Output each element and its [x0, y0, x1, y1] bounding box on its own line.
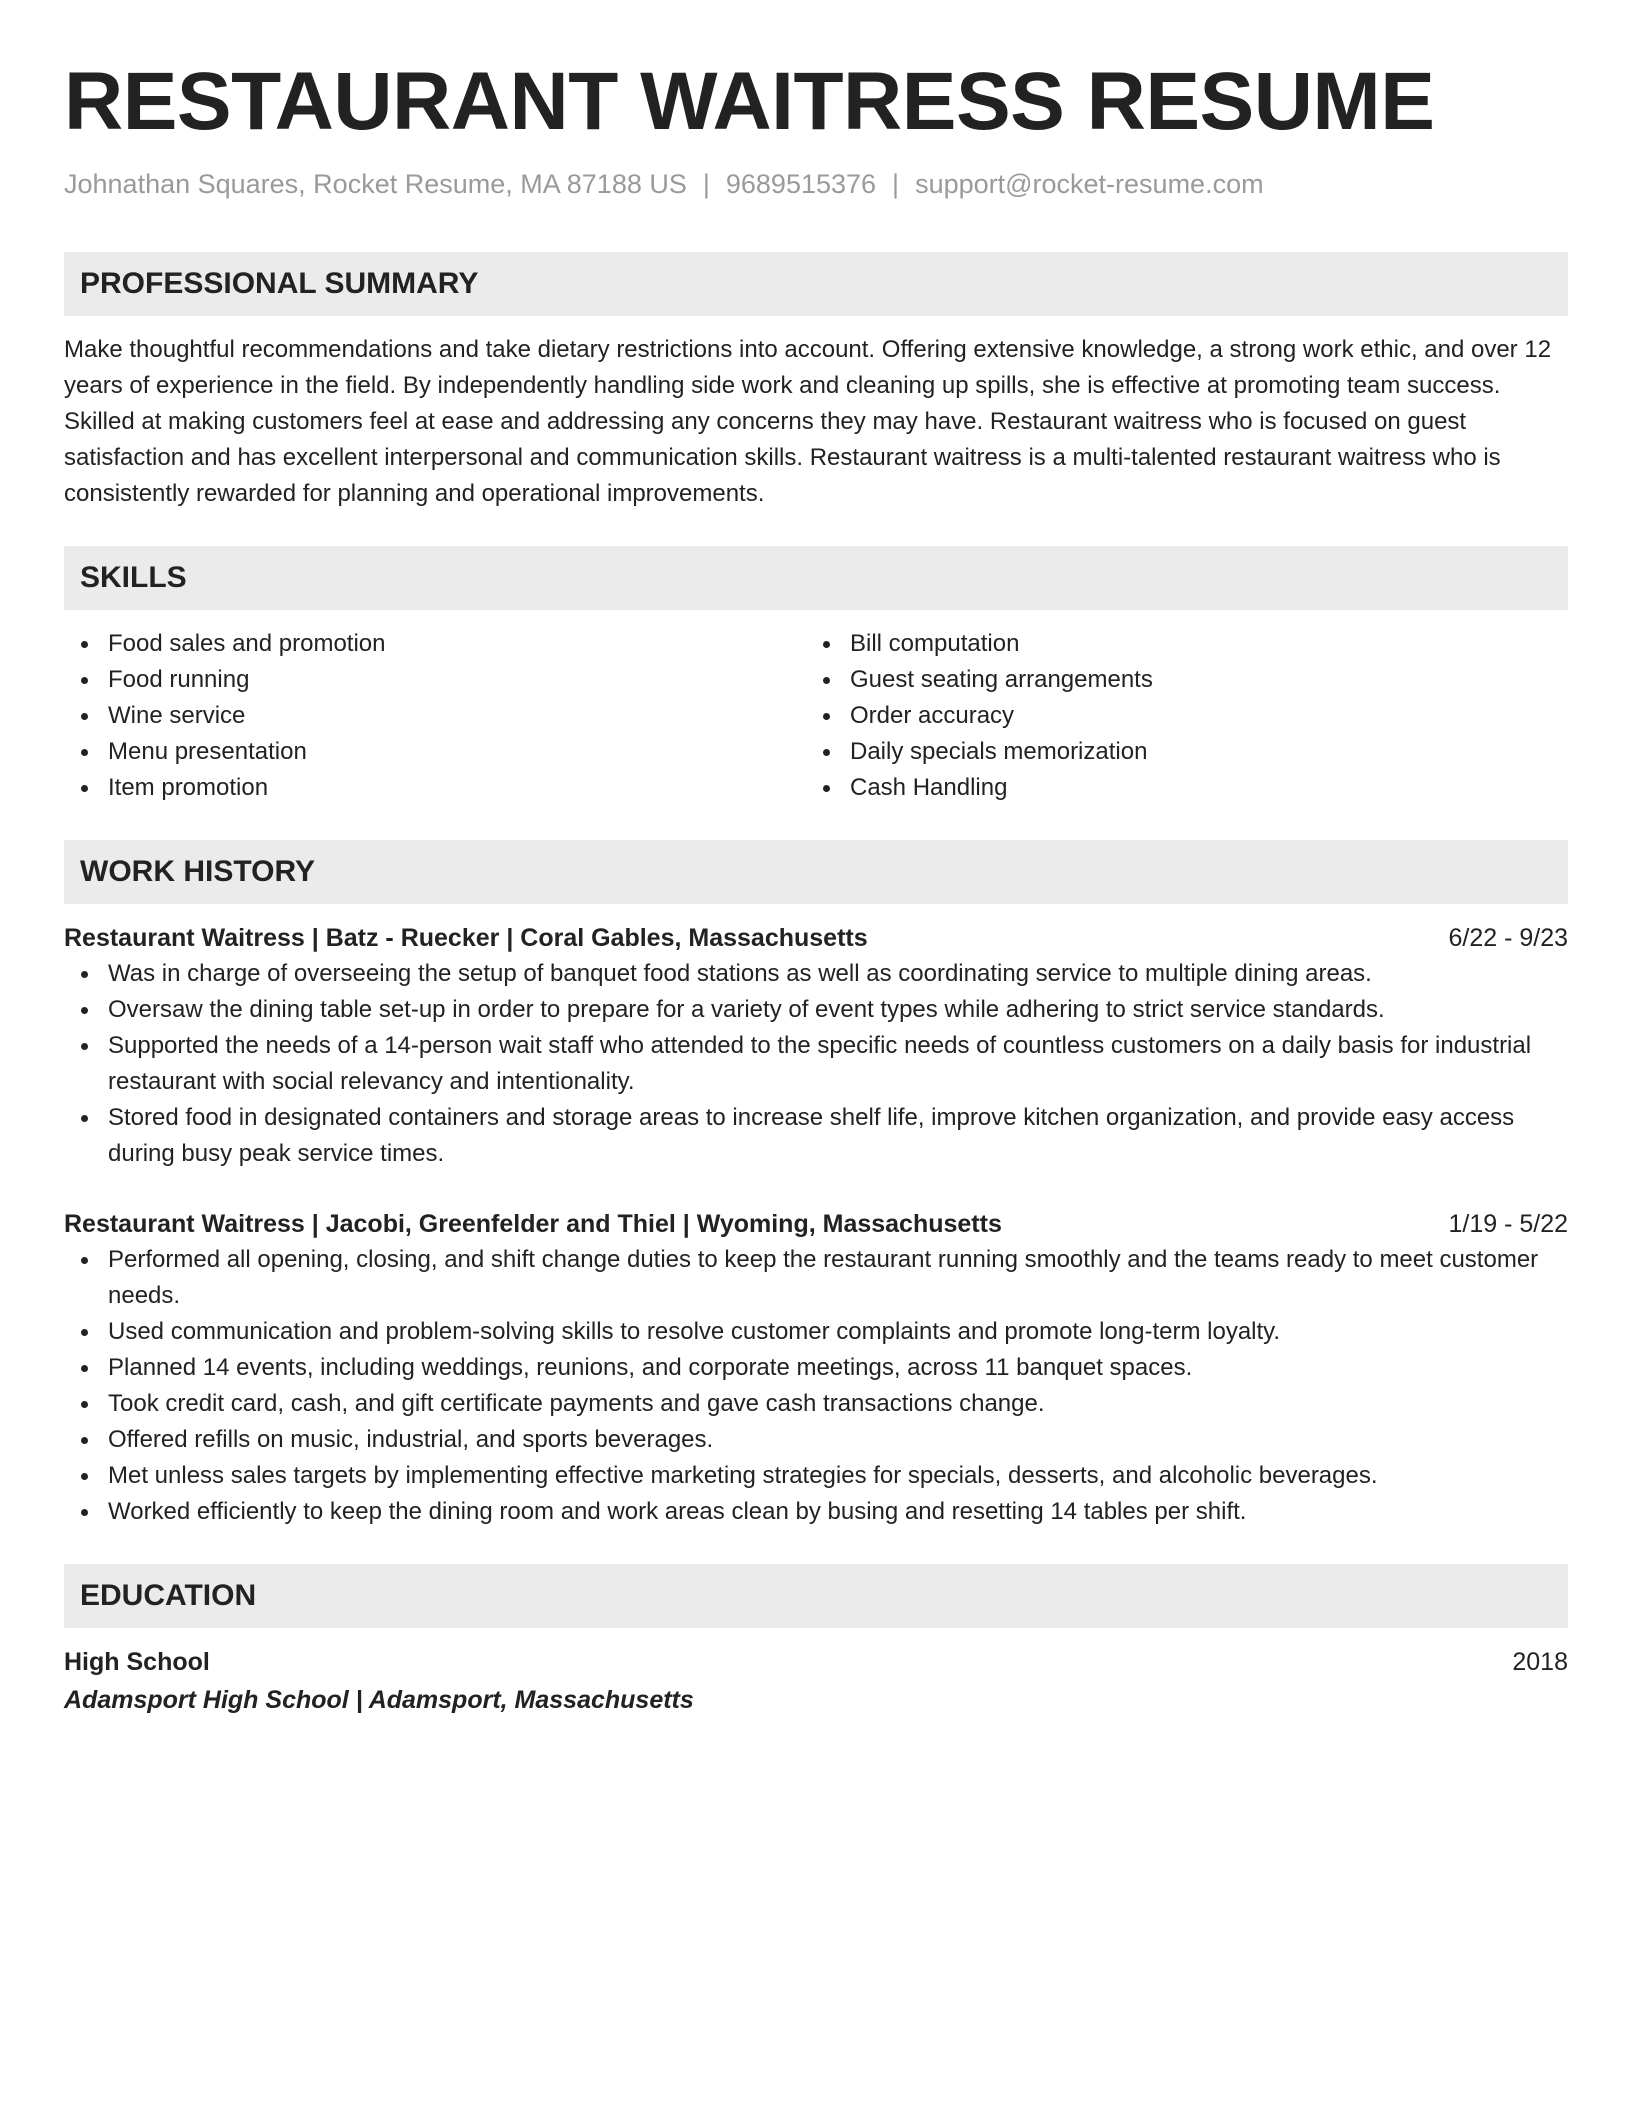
contact-line: [64, 166, 1568, 202]
skill-item: Guest seating arrangements: [806, 662, 1548, 698]
skills-list: [64, 626, 1568, 806]
skill-item: Order accuracy: [806, 698, 1548, 734]
job-bullet: Oversaw the dining table set-up in order to prepare for a variety of event types while adhering to strict service standards.: [64, 992, 1568, 1028]
skill-item: Bill computation: [806, 626, 1548, 662]
job-bullet: Planned 14 events, including weddings, reunions, and corporate meetings, across 11 banquet spaces.: [64, 1350, 1568, 1386]
job-dates: 1/19 - 5/22: [1448, 1210, 1568, 1238]
job-bullet: Worked efficiently to keep the dining room and work areas clean by busing and resetting 14 tables per shift.: [64, 1494, 1568, 1530]
skill-item: Food running: [64, 662, 806, 698]
education-header: [64, 1644, 1568, 1680]
skills-column-left: [64, 626, 806, 806]
job-bullet: Took credit card, cash, and gift certificate payments and gave cash transactions change.: [64, 1386, 1568, 1422]
contact-email: support@rocket-resume.com: [915, 169, 1264, 199]
skill-item: Item promotion: [64, 770, 806, 806]
job-title: Restaurant Waitress | Batz - Ruecker | Coral Gables, Massachusetts: [64, 924, 868, 952]
education-degree: High School: [64, 1648, 210, 1676]
skill-item: Menu presentation: [64, 734, 806, 770]
contact-phone: 9689515376: [725, 169, 877, 199]
section-header-work-history: WORK HISTORY: [64, 840, 1568, 904]
contact-address: Johnathan Squares, Rocket Resume, MA 87188 US: [64, 169, 687, 199]
job-bullet: Used communication and problem-solving skills to resolve customer complaints and promote long-term loyalty.: [64, 1314, 1568, 1350]
job-title: Restaurant Waitress | Jacobi, Greenfelder and Thiel | Wyoming, Massachusetts: [64, 1210, 1002, 1238]
summary-text: Make thoughtful recommendations and take dietary restrictions into account. Offering extensive knowledge, a strong work ethic, and over 12 years of experience in the field. By independently handling side work and cleaning up spills, she is effective at promoting team success. Skilled at making customers feel at ease and addressing any concerns they may have. Restaurant waitress who is focused on guest satisfaction and has excellent interpersonal and communication skills. Restaurant waitress is a multi-talented restaurant waitress who is consistently rewarded for planning and operational improvements.: [64, 336, 1552, 507]
skills-column-right: [806, 626, 1548, 806]
job-bullet: Supported the needs of a 14-person wait staff who attended to the specific needs of countless customers on a daily basis for industrial restaurant with social relevancy and intentionality.: [64, 1028, 1568, 1100]
skill-item: Cash Handling: [806, 770, 1548, 806]
education-year: 2018: [1512, 1648, 1568, 1676]
contact-separator: |: [702, 169, 710, 199]
job-dates: 6/22 - 9/23: [1448, 924, 1568, 952]
skill-item: Daily specials memorization: [806, 734, 1548, 770]
section-header-education: EDUCATION: [64, 1564, 1568, 1628]
job-bullet: Stored food in designated containers and storage areas to increase shelf life, improve kitchen organization, and provide easy access during busy peak service times.: [64, 1100, 1568, 1172]
job-bullets: [64, 1242, 1568, 1530]
job-bullet: Performed all opening, closing, and shift change duties to keep the restaurant running smoothly and the teams ready to meet customer needs.: [64, 1242, 1568, 1314]
job-bullet: Was in charge of overseeing the setup of banquet food stations as well as coordinating service to multiple dining areas.: [64, 956, 1568, 992]
section-header-summary: PROFESSIONAL SUMMARY: [64, 252, 1568, 316]
job-header: [64, 920, 1568, 956]
job-bullet: Met unless sales targets by implementing effective marketing strategies for specials, desserts, and alcoholic beverages.: [64, 1458, 1568, 1494]
job-bullets: [64, 956, 1568, 1172]
resume-title: RESTAURANT WAITRESS RESUME: [64, 56, 1435, 147]
contact-separator: |: [892, 169, 900, 199]
skill-item: Food sales and promotion: [64, 626, 806, 662]
education-school: Adamsport High School | Adamsport, Massachusetts: [64, 1686, 694, 1714]
job-bullet: Offered refills on music, industrial, and sports beverages.: [64, 1422, 1568, 1458]
skill-item: Wine service: [64, 698, 806, 734]
job-header: [64, 1206, 1568, 1242]
section-header-skills: SKILLS: [64, 546, 1568, 610]
